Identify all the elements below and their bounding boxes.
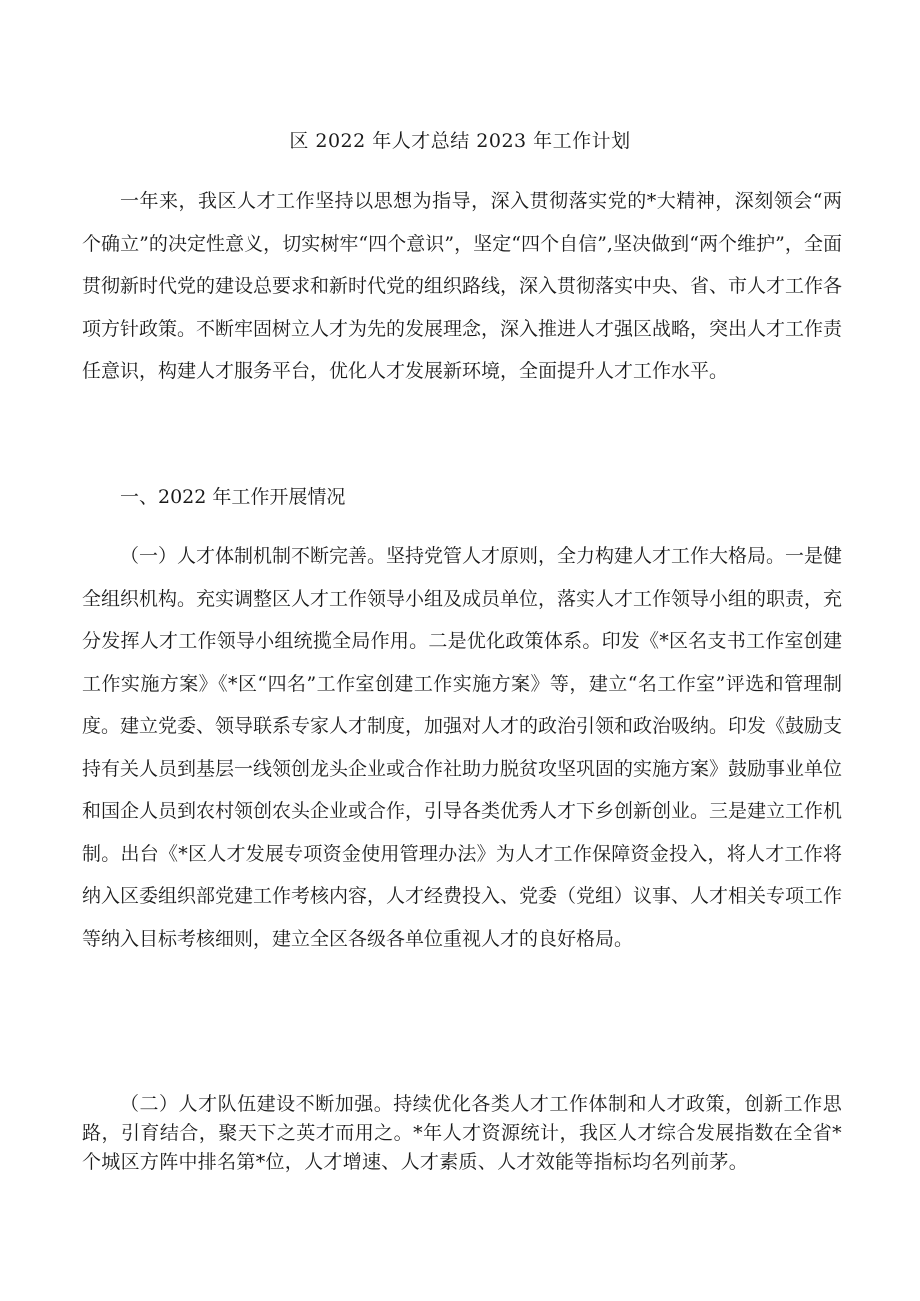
intro-paragraph: 一年来，我区人才工作坚持以思想为指导，深入贯彻落实党的*大精神，深刻领会“两个确立”的决定性意义，切实树牢“四个意识”，坚定“四个自信”,坚决做到“两个维护”，全面贯彻新时代党的建设总要求和新时代党的组织路线，深入贯彻落实中央、省、市人才工作各项方针政策。不断牢固树立人才为先的发展理念，深入推进人才强区战略，突出人才工作责任意识，构建人才服务平台，优化人才发展新环境，全面提升人才工作水平。: [82, 190, 843, 382]
section-heading: 一、2022 年工作开展情况: [120, 486, 346, 508]
section-2-paragraph: （二）人才队伍建设不断加强。持续优化各类人才工作体制和人才政策，创新工作思路，引育结合，聚天下之英才而用之。*年人才资源统计，我区人才综合发展指数在全省*个城区方阵中排名第*位，人才增速、人才素质、人才效能等指标均名列前茅。: [82, 1093, 842, 1173]
section-1-paragraph: （一）人才体制机制不断完善。坚持党管人才原则，全力构建人才工作大格局。一是健全组织机构。充实调整区人才工作领导小组及成员单位，落实人才工作领导小组的职责，充分发挥人才工作领导小组统揽全局作用。二是优化政策体系。印发《*区名支书工作室创建工作实施方案》《*区“四名”工作室创建工作实施方案》等，建立“名工作室”评选和管理制度。建立党委、领导联系专家人才制度，加强对人才的政治引领和政治吸纳。印发《鼓励支持有关人员到基层一线领创龙头企业或合作社助力脱贫攻坚巩固的实施方案》鼓励事业单位和国企人员到农村领创农头企业或合作，引导各类优秀人才下乡创新创业。三是建立工作机制。出台《*区人才发展专项资金使用管理办法》为人才工作保障资金投入，将人才工作将纳入区委组织部党建工作考核内容，人才经费投入、党委（党组）议事、人才相关专项工作等纳入目标考核细则，建立全区各级各单位重视人才的良好格局。: [82, 545, 843, 950]
document-title: 区 2022 年人才总结 2023 年工作计划: [289, 130, 631, 152]
